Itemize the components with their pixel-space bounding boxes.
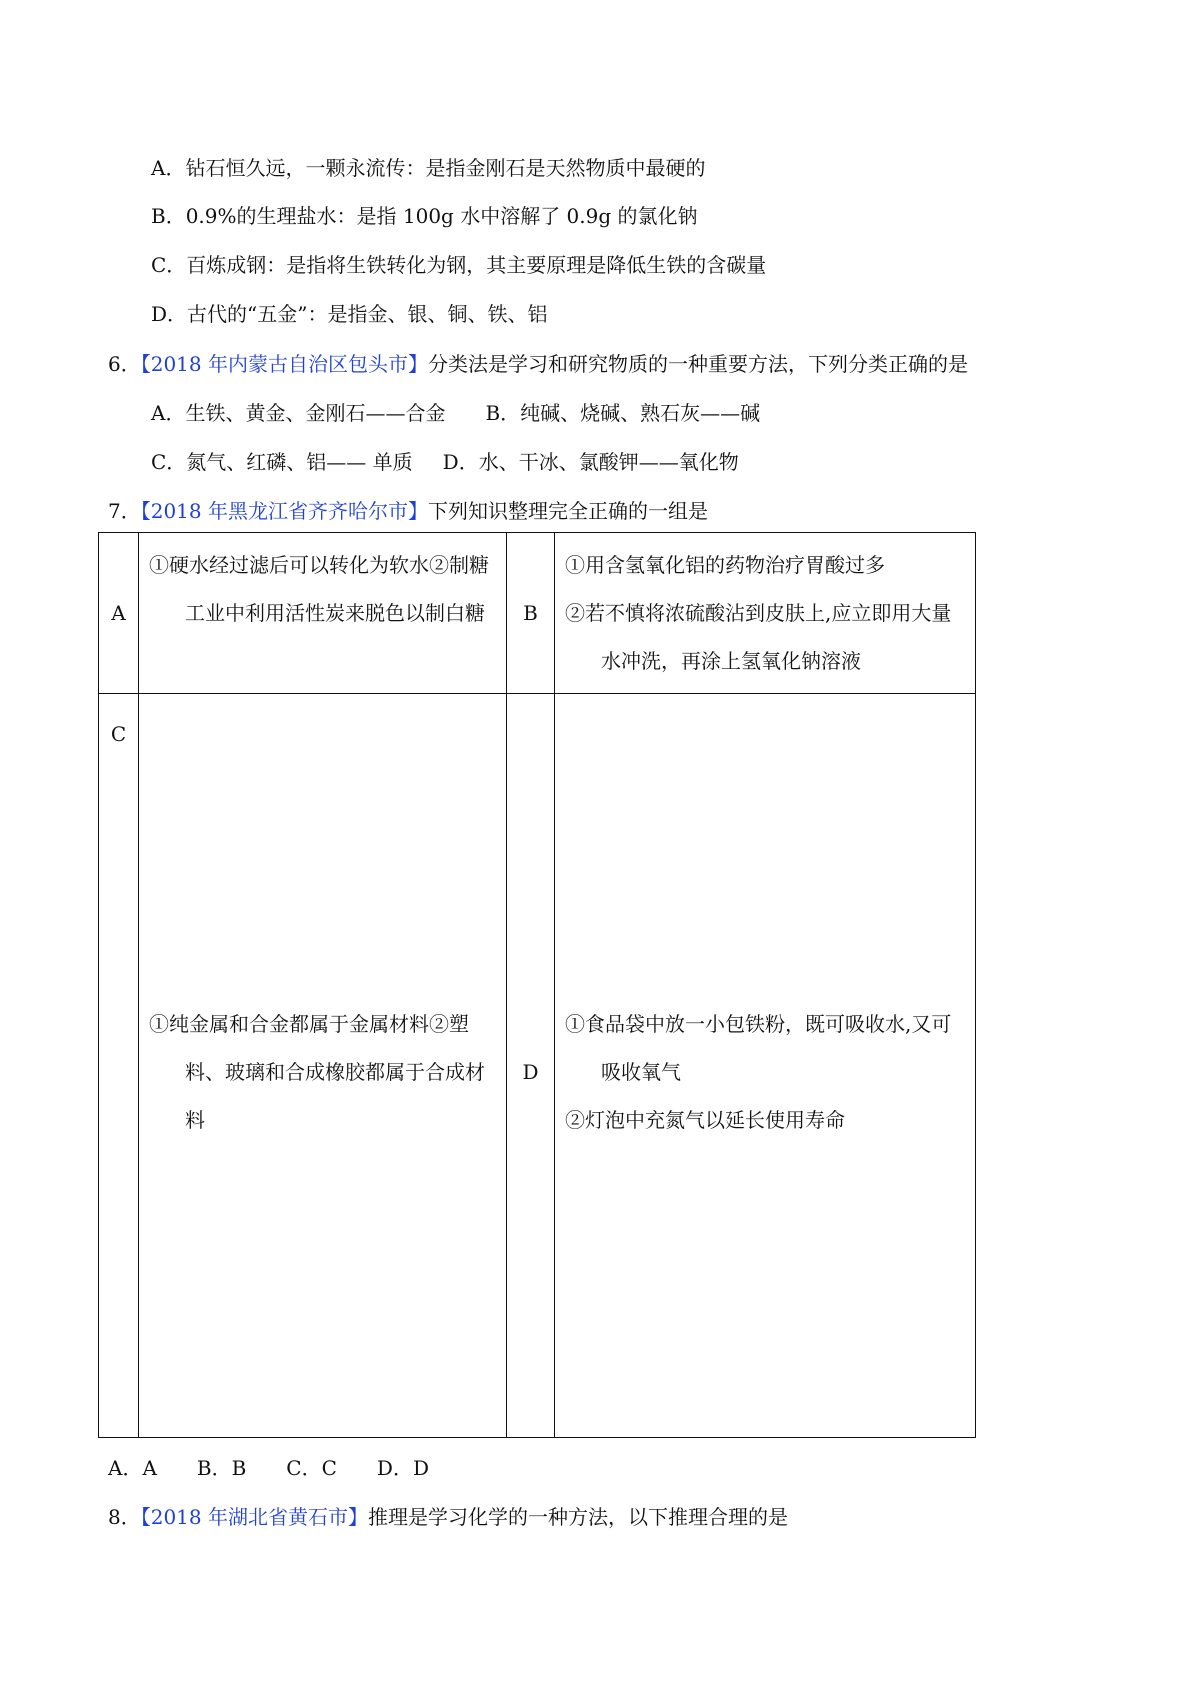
table-label-d: D xyxy=(522,1060,539,1084)
q6-stem-line xyxy=(108,350,968,378)
q7-number: 7． xyxy=(108,499,141,523)
q7-answer-c: C．C xyxy=(286,1456,337,1480)
q6-option-c: C．氮气、红磷、铝—— 单质 xyxy=(151,450,413,474)
q7-stem-line xyxy=(108,497,708,525)
table-cell-b xyxy=(555,533,976,694)
table-text-d-2: ②灯泡中充氮气以延长使用寿命 xyxy=(565,1108,845,1132)
q6-source: 【2018 年内蒙古自治区包头市】 xyxy=(140,352,428,376)
q7-knowledge-table xyxy=(98,532,976,1438)
q8-source: 【2018 年湖北省黄石市】 xyxy=(140,1505,368,1529)
table-label-a: A xyxy=(99,533,139,694)
table-row xyxy=(99,533,976,694)
table-text-d-1: ①食品袋中放一小包铁粉，既可吸收水,又可吸收氧气 xyxy=(565,1012,952,1084)
q5-option-a: A．钻石恒久远，一颗永流传：是指金刚石是天然物质中最硬的 xyxy=(151,156,706,180)
q6-option-a: A．生铁、黄金、金刚石——合金 xyxy=(151,401,446,425)
table-label-d-cell xyxy=(507,694,555,1438)
table-text-b-1: ①用含氢氧化铝的药物治疗胃酸过多 xyxy=(565,553,885,577)
table-text-a: ①硬水经过滤后可以转化为软水②制糖工业中利用活性炭来脱色以制白糖 xyxy=(149,553,489,625)
q7-answer-a: A．A xyxy=(108,1456,157,1480)
table-row xyxy=(99,694,976,1438)
table-cell-d xyxy=(555,694,976,1438)
q6-stem: 分类法是学习和研究物质的一种重要方法，下列分类正确的是 xyxy=(428,352,968,376)
q6-option-row-1 xyxy=(151,399,760,427)
q7-answer-b: B．B xyxy=(196,1456,247,1480)
q7-source: 【2018 年黑龙江省齐齐哈尔市】 xyxy=(140,499,428,523)
q8-stem: 推理是学习化学的一种方法，以下推理合理的是 xyxy=(368,1505,788,1529)
table-label-c: C xyxy=(110,722,127,746)
q6-number: 6． xyxy=(108,352,141,376)
q6-option-row-2 xyxy=(151,448,739,476)
q8-stem-line xyxy=(108,1503,788,1531)
table-label-c-cell xyxy=(99,694,139,1438)
q6-option-b: B．纯碱、烧碱、熟石灰——碱 xyxy=(485,401,761,425)
table-cell-a xyxy=(139,533,507,694)
q8-number: 8． xyxy=(108,1505,141,1529)
q5-option-b: B．0.9%的生理盐水：是指 100g 水中溶解了 0.9g 的氯化钠 xyxy=(151,204,698,228)
q5-option-c: C．百炼成钢：是指将生铁转化为钢，其主要原理是降低生铁的含碳量 xyxy=(151,253,767,277)
q7-stem: 下列知识整理完全正确的一组是 xyxy=(428,499,708,523)
table-text-c: ①纯金属和合金都属于金属材料②塑料、玻璃和合成橡胶都属于合成材料 xyxy=(149,1012,485,1132)
q6-option-d: D．水、干冰、氯酸钾——氧化物 xyxy=(442,450,739,474)
q7-answer-row xyxy=(108,1454,429,1482)
q5-option-d: D．古代的“五金”：是指金、银、铜、铁、铝 xyxy=(151,302,548,326)
table-text-b-2: ②若不慎将浓硫酸沾到皮肤上,应立即用大量水冲洗，再涂上氢氧化钠溶液 xyxy=(565,601,952,673)
q7-answer-d: D．D xyxy=(376,1456,429,1480)
table-cell-c xyxy=(139,694,507,1438)
table-label-b: B xyxy=(507,533,555,694)
